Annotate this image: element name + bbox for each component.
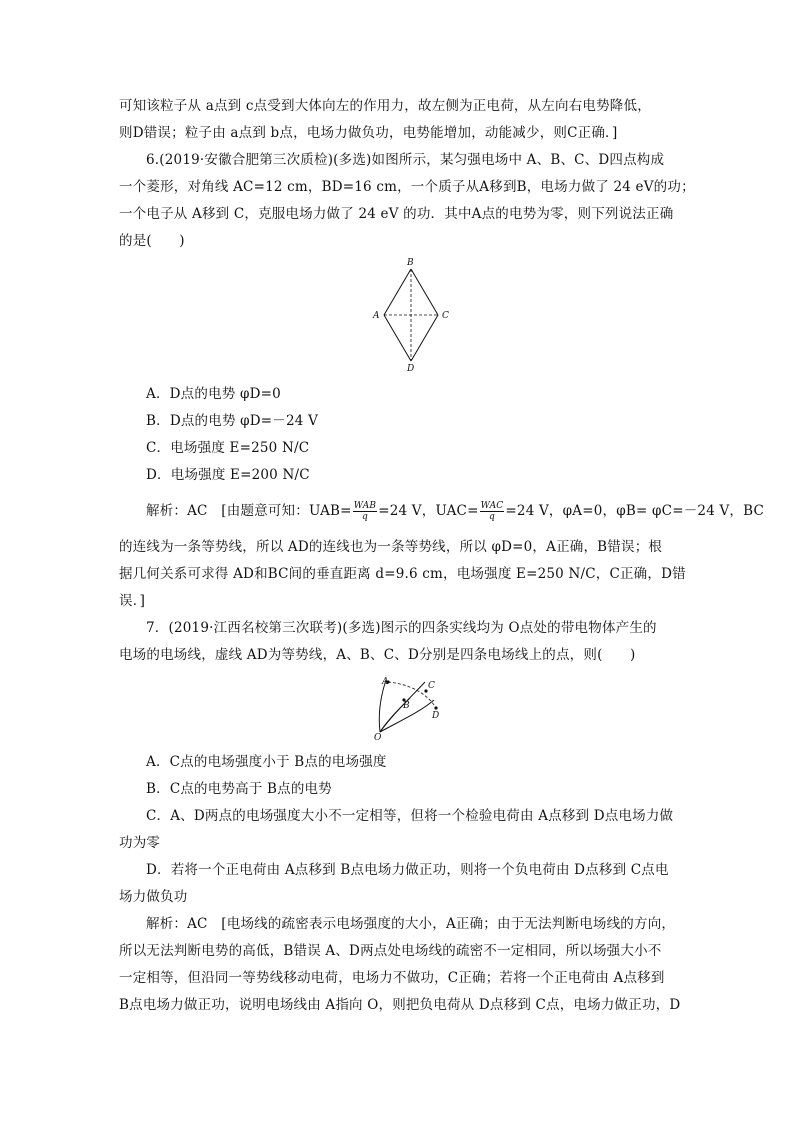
q6-stem-line-2: 一个菱形，对角线 AC=12 cm，BD=16 cm，一个质子从A移到B，电场力做了 24 eV的功； xyxy=(119,179,695,195)
q7-option-c-line-2: 功为零 xyxy=(119,835,161,851)
fraction-numerator: WAB xyxy=(353,501,377,511)
rhombus-figure xyxy=(370,255,460,375)
q6-analysis-line-1 xyxy=(146,501,765,522)
q7-option-d-line-1: D．若将一个正电荷由 A点移到 B点电场力做正功，则将一个负电荷由 D点移到 C点电 xyxy=(146,862,669,878)
label-c: C xyxy=(442,311,449,321)
q6-analysis-line-2: 的连线为一条等势线，所以 AD的连线也为一条等势线，所以 φD=0，A正确，B错误；根 xyxy=(119,539,663,555)
q7-stem-line-2: 电场的电场线，虚线 AD为等势线，A、B、C、D分别是四条电场线上的点，则( ) xyxy=(119,647,636,663)
q7-option-a: A．C点的电场强度小于 B点的电场强度 xyxy=(146,754,387,770)
q6-option-b: B．D点的电势 φD=－24 V xyxy=(146,413,319,429)
q6-analysis-mid: =24 V，UAC= xyxy=(378,503,479,519)
q6-analysis-pre: 解析：AC [由题意可知：UAB= xyxy=(146,503,352,519)
fraction-denominator: q xyxy=(489,512,495,522)
q7-analysis-line-1: 解析：AC [电场线的疏密表示电场强度的大小，A正确；由于无法判断电场线的方向， xyxy=(146,916,676,932)
fraction-denominator: q xyxy=(361,512,368,522)
label-c: C xyxy=(428,681,435,691)
rhombus-edge-cd xyxy=(411,315,438,361)
fraction-wab-over-q xyxy=(353,501,378,522)
label-b: B xyxy=(403,701,410,711)
q7-analysis-line-3: 一定相等，但沿同一等势线移动电荷，电场力不做功，C正确；若将一个正电荷由 A点移到 xyxy=(119,970,665,986)
q6-option-a: A．D点的电势 φD=0 xyxy=(146,386,281,402)
q6-analysis-line-3: 据几何关系可求得 AD和BC间的垂直距离 d=9.6 cm，电场强度 E=250 N/C，C正确，D错 xyxy=(119,566,686,582)
prev-answer-line-2: 则D错误；粒子由 a点到 b点，电场力做负功，电势能增加，动能减少，则C正确．] xyxy=(119,125,618,141)
label-b: B xyxy=(407,258,414,268)
point-d-dot xyxy=(434,706,437,709)
q6-analysis-line-4: 误．] xyxy=(119,593,146,609)
rhombus-edge-da xyxy=(384,315,411,361)
q7-analysis-line-4: B点电场力做正功，说明电场线由 A指向 O，则把负电荷从 D点移到 C点，电场力做正功，D xyxy=(119,997,681,1013)
fraction-wac-over-q xyxy=(480,501,505,522)
field-lines-figure xyxy=(370,670,450,742)
q7-option-b: B．C点的电势高于 B点的电势 xyxy=(146,781,332,797)
q6-analysis-post: =24 V，φA=0，φB= φC=－24 V，BC xyxy=(505,503,765,519)
q7-analysis-line-2: 所以无法判断电势的高低，B错误 A、D两点处电场线的疏密不一定相同，所以场强大小不 xyxy=(119,943,662,959)
field-line-a xyxy=(379,680,386,732)
rhombus-edge-ab xyxy=(384,269,411,315)
q6-stem-line-4: 的是( ) xyxy=(119,233,185,249)
label-a: A xyxy=(382,677,389,687)
label-d: D xyxy=(432,711,440,721)
q7-option-d-line-2: 场力做负功 xyxy=(119,889,188,905)
prev-answer-line-1: 可知该粒子从 a点到 c点受到大体向左的作用力，故左侧为正电荷，从左向右电势降低， xyxy=(119,98,651,114)
rhombus-edge-bc xyxy=(411,269,438,315)
q7-stem-line-1: 7．(2019·江西名校第三次联考)(多选)图示的四条实线均为 O点处的带电物体产生的 xyxy=(146,620,657,636)
q6-option-c: C．电场强度 E=250 N/C xyxy=(146,440,310,456)
label-a: A xyxy=(373,311,380,321)
q7-option-c-line-1: C．A、D两点的电场强度大小不一定相等，但将一个检验电荷由 A点移到 D点电场力做 xyxy=(146,808,674,824)
q6-option-d: D．电场强度 E=200 N/C xyxy=(146,467,310,483)
q6-stem-line-1: 6.(2019·安徽合肥第三次质检)(多选)如图所示，某匀强电场中 A、B、C、D四点构成 xyxy=(146,152,665,168)
label-d: D xyxy=(407,364,415,374)
label-o: O xyxy=(374,733,382,743)
fraction-numerator: WAC xyxy=(480,501,504,511)
q6-stem-line-3: 一个电子从 A移到 C，克服电场力做了 24 eV 的功．其中A点的电势为零，则下列说法正确 xyxy=(119,206,674,222)
